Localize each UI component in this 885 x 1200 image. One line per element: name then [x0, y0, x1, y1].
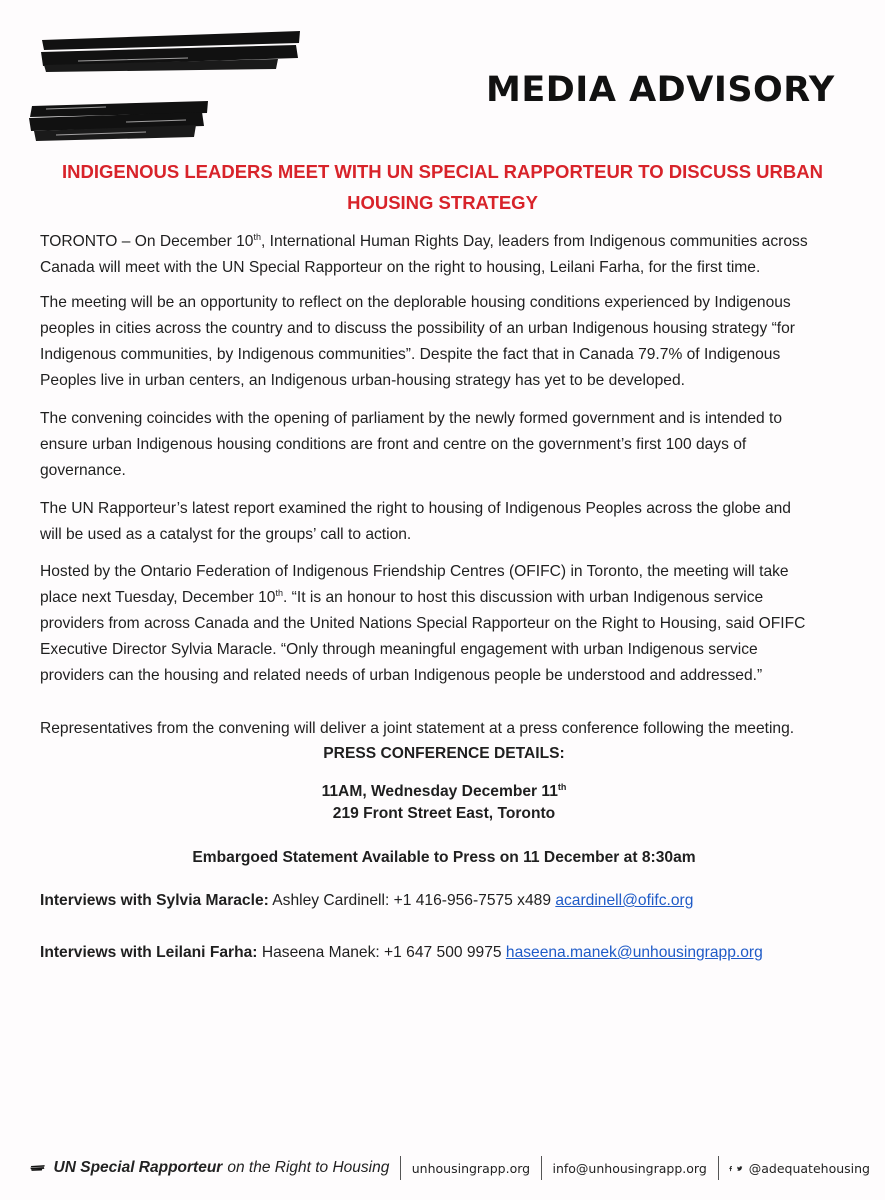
- paragraph-6: Representatives from the convening will deliver a joint statement at a press conference following the meeting.: [40, 720, 795, 737]
- footer-brand: UN Special Rapporteur: [53, 1159, 223, 1176]
- twitter-icon[interactable]: [737, 1163, 742, 1174]
- paragraph-3: The convening coincides with the opening of parliament by the newly formed government and is intended to ensure urban Indigenous housing conditions are front and centre on the government’s first 100 days of governance.: [40, 410, 783, 479]
- contact-sylvia: [40, 888, 693, 914]
- brush-stroke-top: [38, 28, 303, 74]
- contact-label: Interviews with Leilani Farha:: [40, 944, 258, 961]
- embargo-notice: Embargoed Statement Available to Press on 11 December at 8:30am: [192, 849, 696, 866]
- brush-stroke-bottom: [26, 98, 211, 144]
- footer: [30, 1150, 870, 1186]
- press-address: 219 Front Street East, Toronto: [332, 805, 556, 822]
- headline: [40, 156, 845, 218]
- paragraph-2: The meeting will be an opportunity to reflect on the deplorable housing conditions experienced by Indigenous peoples in cities across the country and to discuss the possibility of an urban Indigenous housing strategy “for Indigenous communities, by Indigenous communities”. Despite the fact that in Canada 79.7% of Indigenous Peoples live in urban centers, an Indigenous urban-housing strategy has yet to be developed.: [40, 294, 795, 389]
- facebook-icon[interactable]: [729, 1162, 732, 1175]
- footer-social-handle[interactable]: @adequatehousing: [748, 1160, 870, 1176]
- press-heading: PRESS CONFERENCE DETAILS:: [323, 745, 565, 762]
- paragraph-1: TORONTO – On December 10th, International Human Rights Day, leaders from Indigenous communities across Canada will meet with the UN Special Rapporteur on the right to housing, Leilani Farha, for the first time.: [40, 232, 808, 276]
- contact-leilani: [40, 940, 763, 966]
- headline-line-2: HOUSING STRATEGY: [347, 192, 538, 213]
- press-time: 11AM, Wednesday December 11th: [321, 782, 567, 800]
- paragraph-5: Hosted by the Ontario Federation of Indigenous Friendship Centres (OFIFC) in Toronto, the meeting will take place next Tuesday, December 10th. “It is an honour to host this discussion with urban Indigenous service providers from across Canada and the United Nations Special Rapporteur on the Right to Housing, said OFIFC Executive Director Sylvia Maracle. “Only through meaningful engagement with urban Indigenous service providers can the housing and related needs of urban Indigenous people be understood and addressed.”: [40, 563, 806, 684]
- headline-line-1: INDIGENOUS LEADERS MEET WITH UN SPECIAL RAPPORTEUR TO DISCUSS URBAN: [62, 161, 823, 182]
- contact-email-link[interactable]: haseena.manek@unhousingrapp.org: [505, 944, 763, 961]
- contact-details: Ashley Cardinell: +1 416-956-7575 x489: [268, 892, 556, 909]
- footer-brand-subtitle: on the Right to Housing: [227, 1159, 390, 1176]
- paragraph-4: The UN Rapporteur’s latest report examined the right to housing of Indigenous Peoples across the globe and will be used as a catalyst for the groups’ call to action.: [40, 500, 791, 543]
- contact-details: Haseena Manek: +1 647 500 9975: [257, 944, 506, 961]
- contact-email-link[interactable]: acardinell@ofifc.org: [555, 892, 694, 909]
- footer-email-link[interactable]: info@unhousingrapp.org: [552, 1160, 707, 1176]
- brand-logo-icon: [30, 1160, 46, 1176]
- contact-label: Interviews with Sylvia Maracle:: [40, 892, 269, 909]
- media-advisory-title: MEDIA ADVISORY: [486, 70, 835, 110]
- footer-website-link[interactable]: unhousingrapp.org: [411, 1160, 531, 1176]
